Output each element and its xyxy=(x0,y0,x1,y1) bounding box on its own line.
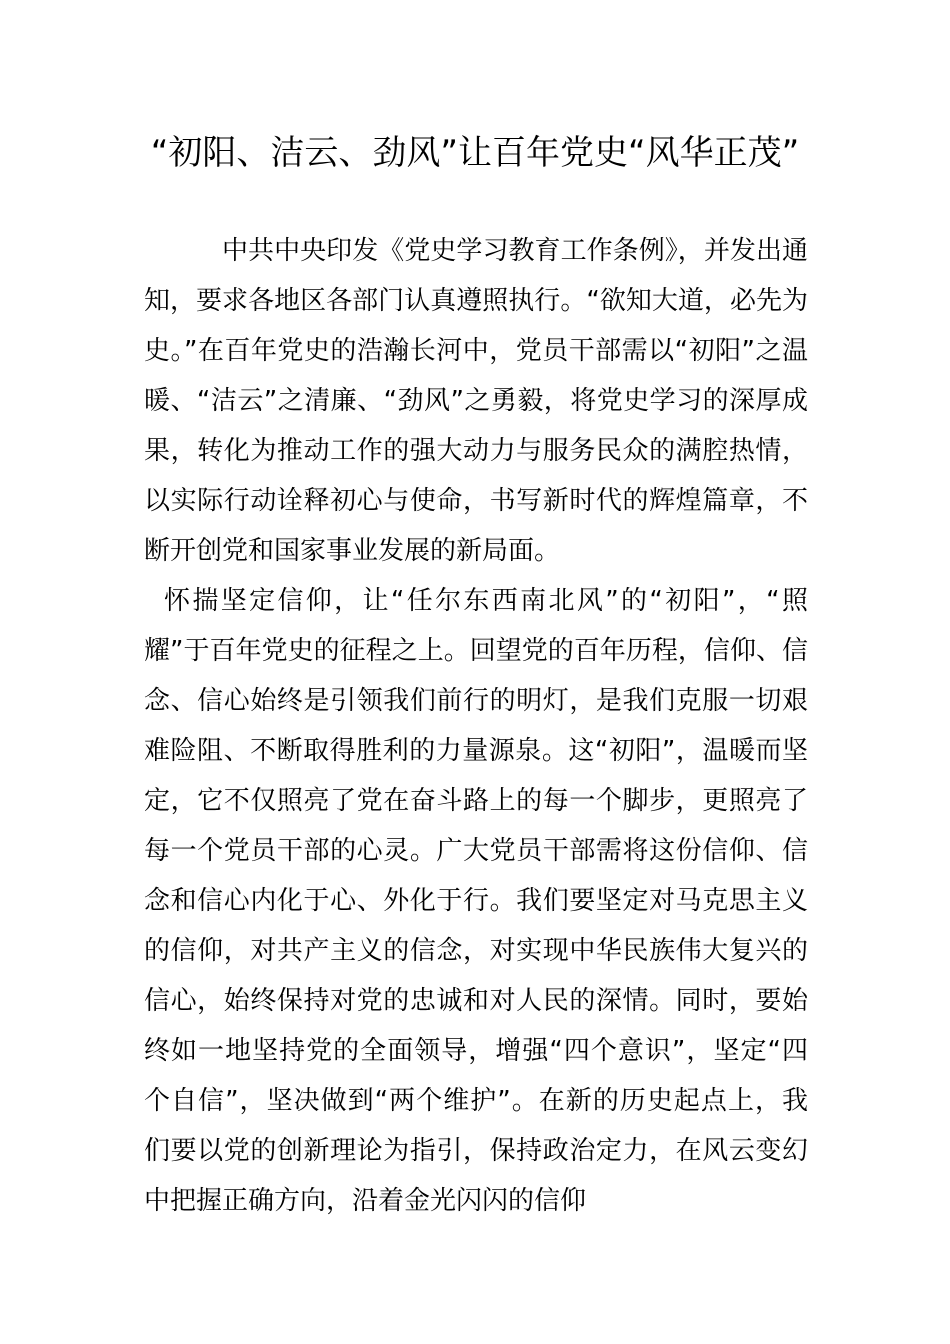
document-body xyxy=(144,226,808,1226)
paragraph-intro: 中共中央印发《党史学习教育工作条例》，并发出通知，要求各地区各部门认真遵照执行。“欲知大道，必先为史。”在百年党史的浩瀚长河中，党员干部需以“初阳”之温暖、“洁云”之清廉、“劲风”之勇毅，将党史学习的深厚成果，转化为推动工作的强大动力与服务民众的满腔热情，以实际行动诠释初心与使命，书写新时代的辉煌篇章，不断开创党和国家事业发展的新局面。 xyxy=(144,236,808,566)
paragraph-faith: 怀揣坚定信仰，让“任尔东西南北风”的“初阳”，“照耀”于百年党史的征程之上。回望党的百年历程，信仰、信念、信心始终是引领我们前行的明灯，是我们克服一切艰难险阻、不断取得胜利的力量源泉。这“初阳”，温暖而坚定，它不仅照亮了党在奋斗路上的每一个脚步，更照亮了每一个党员干部的心灵。广大党员干部需将这份信仰、信念和信心内化于心、外化于行。我们要坚定对马克思主义的信仰，对共产主义的信念，对实现中华民族伟大复兴的信心，始终保持对党的忠诚和对人民的深情。同时，要始终如一地坚持党的全面领导，增强“四个意识”，坚定“四个自信”，坚决做到“两个维护”。在新的历史起点上，我们要以党的创新理论为指引，保持政治定力，在风云变幻中把握正确方向，沿着金光闪闪的信仰 xyxy=(144,586,808,1216)
document-title: “初阳、洁云、劲风”让百年党史“风华正茂” xyxy=(150,133,800,173)
